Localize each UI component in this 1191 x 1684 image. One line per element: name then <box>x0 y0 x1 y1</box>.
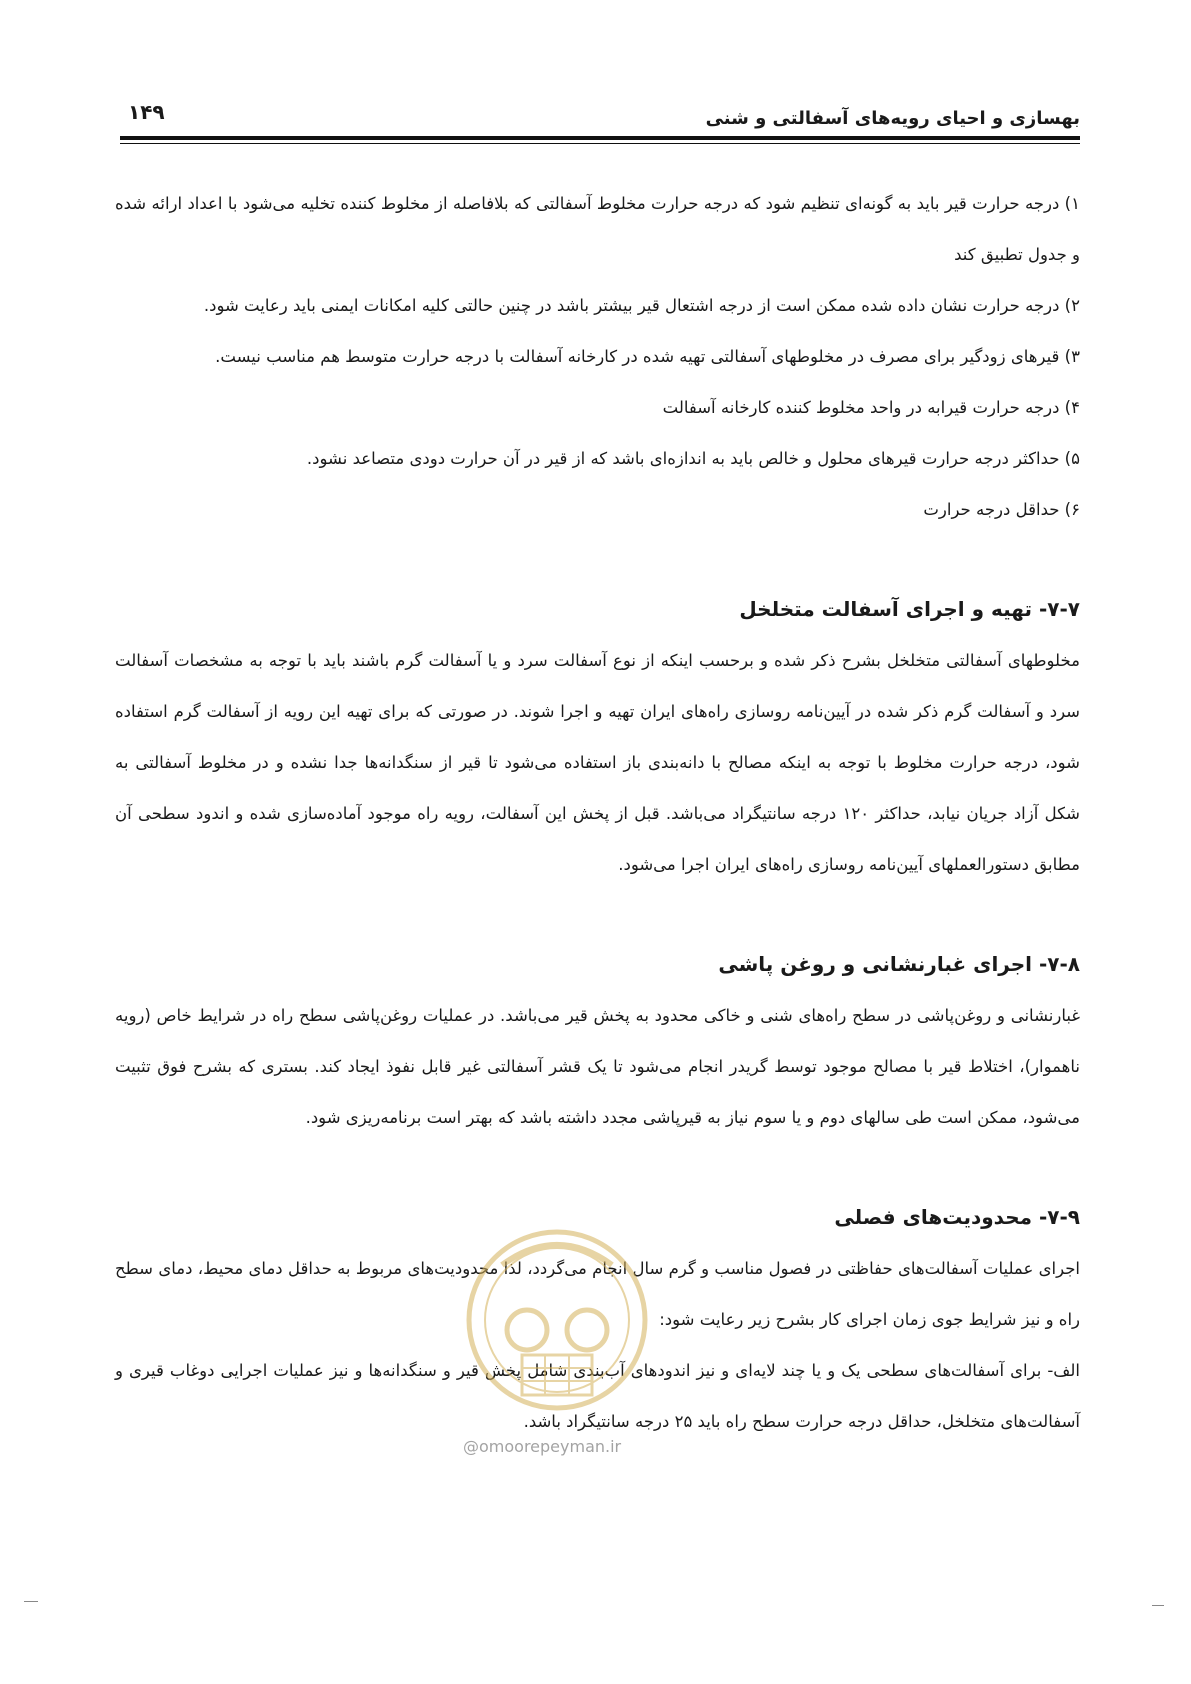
section-heading-7-7: ۷-۷- تهیه و اجرای آسفالت متخلخل <box>739 597 1080 621</box>
page-content <box>115 178 1080 1447</box>
margin-mark-left <box>24 1601 38 1602</box>
section-7-9-paragraph-2: الف- برای آسفالت‌های سطحی یک و یا چند لایه‌ای و نیز اندودهای آب‌بندی شامل پخش قیر و سنگدانه‌ها و نیز عملیات اجرایی دوغاب قیری و آسفالت‌های متخلخل، حداقل درجه حرارت سطح راه باید ۲۵ درجه سانتیگراد باشد. <box>115 1361 1080 1431</box>
list-item-5: ۵) حداکثر درجه حرارت قیرهای محلول و خالص باید به اندازه‌ای باشد که از قیر در آن حرارت دودی متصاعد نشود. <box>306 449 1080 468</box>
section-heading-7-8: ۷-۸- اجرای غبارنشانی و روغن پاشی <box>718 952 1080 976</box>
margin-mark-right <box>1152 1605 1164 1606</box>
section-7-8-paragraph: غبارنشانی و روغن‌پاشی در سطح راه‌های شنی و خاکی محدود به پخش قیر می‌باشد. در عملیات روغن‌پاشی سطح راه در شرایط خاص (رویه ناهموار)، اختلاط قیر با مصالح موجود توسط گریدر انجام می‌شود تا یک قشر آسفالتی غیر قابل نفوذ ایجاد کند. بستری که بشرح فوق تثبیت می‌شود، ممکن است طی سالهای دوم و یا سوم نیاز به قیرپاشی مجدد داشته باشد که بهتر است برنامه‌ریزی شود. <box>115 1006 1080 1127</box>
section-7-9-paragraph-1: اجرای عملیات آسفالت‌های حفاظتی در فصول مناسب و گرم سال انجام می‌گردد، لذا محدودیت‌های مربوط به حداقل دمای محیط، دمای سطح راه و نیز شرایط جوی زمان اجرای کار بشرح زیر رعایت شود: <box>115 1259 1080 1329</box>
list-item-2: ۲) درجه حرارت نشان داده شده ممکن است از درجه اشتعال قیر بیشتر باشد در چنین حالتی کلیه امکانات ایمنی باید رعایت شود. <box>203 296 1080 315</box>
header-rule-thick <box>120 136 1080 140</box>
section-7-7-paragraph: مخلوطهای آسفالتی متخلخل بشرح ذکر شده و برحسب اینکه از نوع آسفالت سرد و یا آسفالت گرم باشند باید با توجه به مشخصات آسفالت سرد و آسفالت گرم ذکر شده در آیین‌نامه روسازی راه‌های ایران تهیه و اجرا شوند. در صورتی که برای تهیه این رویه از آسفالت گرم استفاده شود، درجه حرارت مخلوط با توجه به اینکه مصالح با دانه‌بندی باز استفاده می‌شود تا قیر از سنگدانه‌ها جدا نشده و در مخلوط آسفالتی به شکل آزاد جریان نیابد، حداکثر ۱۲۰ درجه سانتیگراد می‌باشد. قبل از پخش این آسفالت، رویه راه موجود آماده‌سازی شده و اندود سطحی آن مطابق دستورالعملهای آیین‌نامه روسازی راه‌های ایران اجرا می‌شود. <box>115 651 1081 874</box>
list-item-4: ۴) درجه حرارت قیرابه در واحد مخلوط کننده کارخانه آسفالت <box>662 398 1080 417</box>
page-number: ۱۴۹ <box>128 100 165 124</box>
list-item-3: ۳) قیرهای زودگیر برای مصرف در مخلوطهای آسفالتی تهیه شده در کارخانه آسفالت با درجه حرارت متوسط هم مناسب نیست. <box>215 347 1080 366</box>
list-item-6: ۶) حداقل درجه حرارت <box>923 500 1080 519</box>
list-item-1: ۱) درجه حرارت قیر باید به گونه‌ای تنظیم شود که درجه حرارت مخلوط آسفالتی که بلافاصله از مخلوط کننده تخلیه می‌شود با اعداد ارائه شده و جدول تطبیق کند <box>115 194 1080 264</box>
running-title: بهسازی و احیای رویه‌های آسفالتی و شنی <box>705 108 1080 129</box>
page-header <box>120 100 1080 150</box>
header-rule-thin <box>120 143 1080 144</box>
watermark-url: @omoorepeyman.ir <box>463 1437 622 1456</box>
section-heading-7-9: ۷-۹- محدودیت‌های فصلی <box>834 1205 1080 1229</box>
